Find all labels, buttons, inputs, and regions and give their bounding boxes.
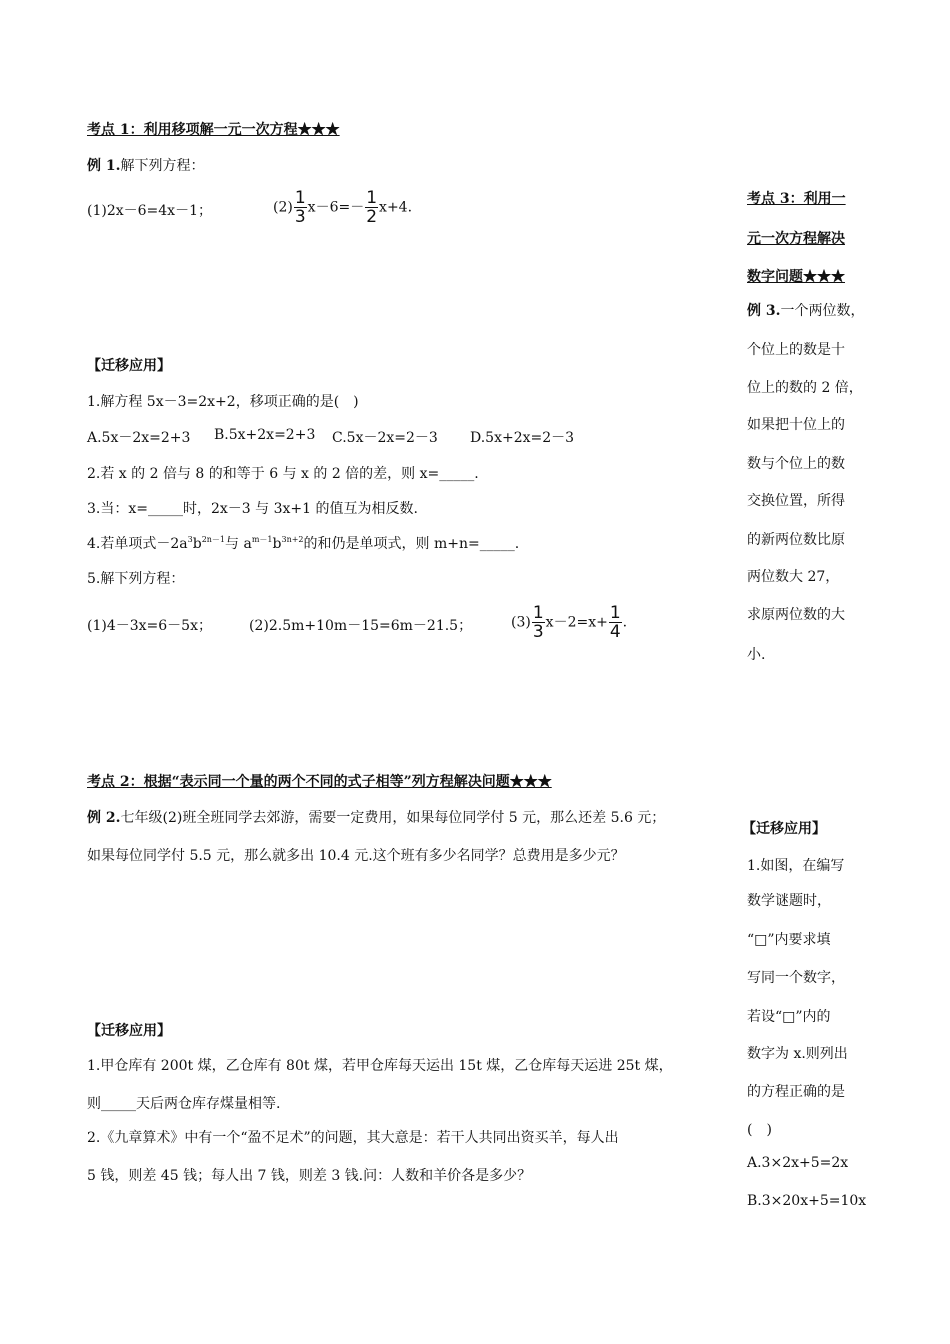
transfer3-line: 数学谜题时，	[747, 893, 831, 909]
transfer1-q5: 5.解下列方程：	[87, 571, 185, 587]
transfer2-q1-line2: 则_____天后两仓库存煤量相等.	[87, 1096, 281, 1112]
transfer3-line: ( )	[747, 1122, 772, 1138]
transfer2-q2-line1: 2.《九章算术》中有一个“盈不足术”的问题，其大意是：若干人共同出资买羊，每人出	[87, 1130, 619, 1146]
example3-line: 个位上的数是十	[747, 342, 845, 358]
transfer1-q5-eq1: (1)4－3x=6－5x；	[87, 618, 212, 634]
transfer3-line: 1.如图，在编写	[747, 858, 845, 874]
transfer2-q2-line2: 5 钱，则差 45 钱；每人出 7 钱，则差 3 钱.问：人数和羊价各是多少？	[87, 1168, 532, 1184]
example3-line: 交换位置，所得	[747, 493, 845, 509]
section3-heading-line1: 考点 3：利用一	[747, 191, 846, 207]
transfer3-line: 的方程正确的是	[747, 1084, 845, 1100]
transfer2-label: 【迁移应用】	[87, 1023, 171, 1039]
transfer3-label: 【迁移应用】	[742, 821, 826, 837]
example3-line1: 例 3.一个两位数，	[747, 303, 865, 319]
example3-line: 位上的数的 2 倍，	[747, 380, 863, 396]
eq2-mid: x－6=－	[307, 199, 365, 216]
example1-eq2	[273, 189, 412, 226]
transfer1-q1-option-b: B.5x+2x=2+3	[214, 427, 316, 443]
example3-line: 两位数大 27，	[747, 569, 840, 585]
transfer3-line: 若设“□”内的	[747, 1009, 831, 1025]
section3-heading-line3: 数字问题★★★	[747, 269, 845, 285]
example3-line: 小.	[747, 647, 766, 663]
example3-line: 的新两位数比原	[747, 532, 845, 548]
eq2-prefix: (2)	[273, 199, 293, 216]
example2-line1: 例 2.七年级(2)班全班同学去郊游，需要一定费用，如果每位同学付 5 元，那么还差 5.6 元；	[87, 810, 666, 826]
fraction: $\frac{1}{4}$	[609, 603, 621, 642]
section1-heading: 考点 1：利用移项解一元一次方程★★★	[87, 122, 340, 138]
fraction: $\frac{1}{3}$	[532, 603, 544, 642]
section3-heading-line2: 元一次方程解决	[747, 231, 845, 247]
example3-line: 求原两位数的大	[747, 607, 845, 623]
example1-eq1: (1)2x－6=4x－1；	[87, 203, 212, 219]
example3-line: 数与个位上的数	[747, 456, 845, 472]
example3-line: 如果把十位上的	[747, 417, 845, 433]
transfer1-q1-option-d: D.5x+2x=2－3	[470, 430, 575, 446]
transfer2-q1-line1: 1.甲仓库有 200t 煤，乙仓库有 80t 煤，若甲仓库每天运出 15t 煤，乙仓库每天运进 25t 煤，	[87, 1058, 673, 1074]
example2-label: 例 2.	[87, 810, 121, 826]
transfer1-q1-option-c: C.5x－2x=2－3	[332, 430, 438, 446]
transfer3-line: 数字为 x.则列出	[747, 1046, 848, 1062]
transfer1-q1-option-a: A.5x－2x=2+3	[87, 430, 191, 446]
transfer3-line: 写同一个数字，	[747, 970, 845, 986]
fraction: $\frac{1}{2}$	[366, 188, 378, 227]
transfer3-option-b: B.3×20x+5=10x	[747, 1193, 867, 1209]
transfer1-q2: 2.若 x 的 2 倍与 8 的和等于 6 与 x 的 2 倍的差，则 x=_____.	[87, 466, 479, 482]
section2-heading: 考点 2：根据“表示同一个量的两个不同的式子相等”列方程解决问题★★★	[87, 774, 552, 790]
transfer1-q1: 1.解方程 5x－3=2x+2，移项正确的是( )	[87, 394, 359, 410]
transfer1-q5-eq2: (2)2.5m+10m－15=6m－21.5；	[249, 618, 473, 634]
example1-text: 解下列方程：	[120, 158, 205, 174]
example1	[87, 155, 205, 175]
transfer1-q3: 3.当：x=_____时，2x－3 与 3x+1 的值互为相反数.	[87, 501, 418, 517]
eq2-suffix: x+4.	[379, 199, 413, 216]
transfer3-line: “□”内要求填	[747, 932, 831, 948]
transfer1-label: 【迁移应用】	[87, 358, 171, 374]
example1-label: 例 1.	[87, 158, 121, 174]
example2-line2: 如果每位同学付 5.5 元，那么就多出 10.4 元.这个班有多少名同学？总费用是多少元？	[87, 848, 625, 864]
transfer3-option-a: A.3×2x+5=2x	[747, 1155, 849, 1171]
example3-label: 例 3.	[747, 303, 781, 319]
fraction: $\frac{1}{3}$	[294, 188, 306, 227]
transfer1-q5-eq3: (3) $\frac{1}{3}$ x－2=x+ $\frac{1}{4}$ .	[511, 603, 628, 642]
transfer1-q4: 4.若单项式$-2a^3b^{2n-1}$与 $a^{m-1}b^{3n+2}$的和仍是单项式，则 m+n=_____.	[87, 535, 520, 552]
